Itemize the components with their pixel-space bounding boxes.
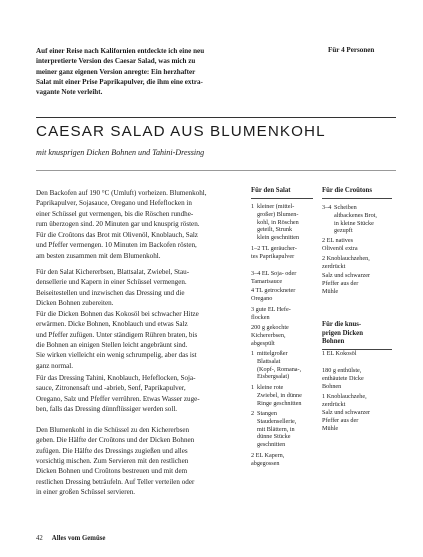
method-line: und Pfeffer zufügen. Unter ständigem Rühren braten, bis — [36, 330, 198, 339]
ingredient-item — [251, 324, 313, 347]
page-number: 42 — [36, 535, 43, 542]
servings-label: Für 4 Personen — [328, 46, 375, 54]
ingredient-description — [334, 204, 377, 235]
ingredient-line: 1–2 TL geräucher- — [251, 245, 297, 252]
method-line: sauce, Zitronensaft und -abrieb, Senf, Paprikapulver, — [36, 384, 186, 393]
method-line: Für das Dressing Tahini, Knoblauch, Hefeflocken, Soja- — [36, 374, 196, 382]
ingredient-line: tes Paprikapulver — [251, 252, 295, 260]
ingredient-line: kleiner (mittel- — [257, 203, 295, 210]
method-paragraph — [36, 425, 236, 497]
ingredient-line: 3–4 EL Soja- oder — [251, 270, 297, 277]
ingredient-line: Kichererbsen, — [251, 331, 286, 339]
method-line: in einer großen Schüssel servieren. — [36, 488, 136, 497]
beans-heading — [322, 321, 363, 347]
ingredient-line: dünne Stücke — [257, 433, 291, 441]
method-line: geben. Die Hälfte der Croûtons und der Dicken Bohnen — [36, 436, 195, 445]
ingredient-line: Ringe geschnitten — [257, 399, 302, 407]
method-paragraph — [36, 188, 236, 229]
ingredient-line: abgespült — [251, 339, 275, 347]
ingredient-line: 200 g gekochte — [251, 324, 289, 331]
ingredient-line: mittelgroßer — [257, 350, 288, 357]
method-line: restlichen Dressing beträufeln. Auf Teller verteilen oder — [36, 477, 195, 486]
salad-heading — [251, 187, 291, 196]
ingredient-line: 2 EL natives — [322, 237, 354, 244]
croutons-heading — [322, 187, 372, 196]
recipe-subtitle: mit knusprigen Dicken Bohnen und Tahini-Dressing — [36, 148, 205, 157]
ingredient-line: Olivenöl extra — [322, 244, 358, 252]
ingredient-line: zerdrückt — [322, 400, 346, 408]
ingredient-line: geteilt, Strunk — [257, 226, 293, 234]
ingredient-item — [322, 272, 392, 295]
method-line: Paprikapulver, Sojasauce, Oregano und Hefeflocken in — [36, 199, 192, 208]
column-heading-line: Für den Salat — [251, 187, 291, 194]
ingredient-quantity: 1 — [251, 203, 255, 210]
column-heading-line: Bohnen — [322, 338, 345, 346]
top-divider — [36, 117, 396, 118]
ingredient-line: 1 EL Kokosöl — [322, 350, 357, 357]
intro-line: meiner ganz eigenen Version anregte: Ein herzhafter — [36, 67, 196, 76]
column-heading-line: Für die knus- — [322, 321, 362, 328]
method-line: Den Backofen auf 190 °C (Umluft) vorheizen. Blumenkohl, — [36, 189, 207, 197]
ingredient-description — [257, 203, 299, 242]
ingredient-quantity: 2 — [251, 410, 255, 417]
ingredient-line: Stangen — [257, 410, 277, 417]
method-line: Dicken Bohnen und Croûtons bestreuen und mit dem — [36, 467, 188, 476]
ingredient-item — [251, 306, 313, 322]
ingredient-line: Pfeffer aus der — [322, 279, 359, 287]
subtitle-divider — [36, 170, 396, 171]
ingredient-line: 2 Knoblauchzehen, — [322, 255, 370, 262]
ingredient-line: altbackenes Brot, — [334, 211, 377, 219]
ingredient-line: Bohnen — [322, 382, 342, 390]
method-line: Sie wirken vielleicht ein wenig schrumpelig, aber das ist — [36, 351, 197, 360]
ingredient-line: Pfeffer aus der — [322, 416, 359, 424]
method-paragraph — [36, 267, 236, 308]
ingredient-item — [251, 245, 313, 261]
method-line: Den Blumenkohl in die Schüssel zu den Kichererbsen — [36, 426, 190, 434]
ingredient-line: in kleine Stücke — [334, 219, 374, 227]
ingredient-item — [322, 393, 392, 409]
ingredient-line: flocken — [251, 313, 270, 321]
method-paragraph — [36, 230, 236, 261]
method-line: die Bohnen an einigen Stellen leicht angebräunt sind. — [36, 341, 188, 350]
ingredient-item — [322, 367, 392, 390]
method-line: vorsichtig mischen. Zum Servieren mit den restlichen — [36, 457, 189, 466]
ingredient-quantity: 3–4 — [322, 204, 332, 211]
method-paragraph — [36, 309, 236, 371]
ingredient-line: Mühle — [322, 287, 339, 295]
ingredient-quantity: 1 — [251, 350, 255, 357]
column-divider — [322, 198, 392, 199]
method-line: Für die Croûtons das Brot mit Olivenöl, Knoblauch, Salz — [36, 231, 198, 239]
ingredient-line: Scheiben — [334, 204, 357, 211]
column-heading-line: Für die Croûtons — [322, 187, 372, 194]
ingredient-line: Oregano — [251, 294, 273, 302]
ingredient-line: Salz und schwarzer — [322, 409, 371, 416]
column-divider — [251, 198, 313, 199]
method-line: Für den Salat Kichererbsen, Blattsalat, Zwiebel, Stau- — [36, 268, 190, 276]
method-line: rum überzogen sind. 20 Minuten gar und knusprig rösten. — [36, 220, 200, 229]
ingredient-line: 4 TL getrockneter — [251, 287, 296, 294]
ingredient-item — [322, 237, 392, 253]
ingredient-quantity: 1 — [251, 384, 255, 391]
method-line: Dicken Bohnen zubereiten. — [36, 299, 114, 308]
ingredient-line: 3 gute EL Hefe- — [251, 306, 291, 313]
method-line: und Pfeffer vermengen. 10 Minuten im Backofen rösten, — [36, 241, 197, 250]
intro-line: Auf einer Reise nach Kalifornien entdeckte ich eine neu — [36, 47, 205, 55]
ingredient-line: 2 EL Kapern, — [251, 452, 285, 459]
method-line: Für die Dicken Bohnen das Kokosöl bei schwacher Hitze — [36, 310, 199, 318]
method-line: zufügen. Die Hälfte des Dressings zugießen und alles — [36, 446, 188, 455]
intro-line: vagante Note verleiht. — [36, 88, 103, 97]
ingredient-line: (Kopf-, Romana-, — [257, 365, 302, 373]
intro-line: Salat mit einer Prise Paprikapulver, die ihm eine extra- — [36, 77, 203, 86]
ingredient-description — [257, 410, 296, 449]
ingredient-line: Eisbergsalat) — [257, 373, 290, 381]
ingredient-line: Salz und schwarzer — [322, 272, 371, 279]
book-title: Alles vom Gemüse — [51, 535, 106, 542]
ingredient-line: gezupft — [334, 227, 353, 235]
ingredient-item — [322, 350, 392, 358]
method-line: am besten zusammen mit dem Blumenkohl. — [36, 251, 161, 260]
ingredient-line: Staudensellerie, — [257, 417, 297, 425]
ingredient-line: enthäutete Dicke — [322, 374, 364, 382]
page-footer — [36, 535, 105, 542]
ingredient-line: mit Blättern, in — [257, 425, 295, 433]
ingredient-line: Zwiebel, in dünne — [257, 391, 302, 399]
method-line: Beiseitestellen und inzwischen das Dressing und die — [36, 288, 185, 297]
ingredient-line: geschnitten — [257, 441, 286, 449]
ingredient-line: 1 Knoblauchzehe, — [322, 393, 367, 400]
intro-text — [36, 46, 271, 97]
ingredient-line: kohl, in Röschen — [257, 218, 299, 226]
ingredient-line: klein geschnitten — [257, 234, 300, 242]
method-line: Oregano, Salz und Pfeffer verrühren. Etwas Wasser zuge- — [36, 394, 200, 403]
method-paragraph — [36, 373, 236, 414]
recipe-title: CAESAR SALAD AUS BLUMENKOHL — [36, 123, 326, 140]
method-line: erwärmen. Dicke Bohnen, Knoblauch und etwas Salz — [36, 320, 188, 329]
ingredient-item — [251, 452, 313, 468]
ingredient-description — [257, 384, 302, 407]
ingredient-line: großer) Blumen- — [257, 210, 299, 218]
method-line: densellerie und Kapern in einer Schüssel vermengen. — [36, 278, 187, 287]
method-line: ganz normal. — [36, 361, 74, 370]
intro-line: interpretierte Version des Caesar Salad, was mich zu — [36, 57, 196, 66]
ingredient-line: 180 g enthülste, — [322, 367, 362, 374]
ingredient-item — [322, 255, 392, 271]
ingredient-line: Mühle — [322, 424, 339, 432]
column-heading-line: prigen Dicken — [322, 329, 363, 337]
ingredient-line: abgegossen — [251, 459, 280, 467]
ingredient-item — [322, 409, 392, 432]
ingredient-item — [251, 287, 313, 303]
ingredient-line: zerdrückt — [322, 262, 346, 270]
ingredient-description — [257, 350, 301, 381]
method-line: ben, falls das Dressing dünnflüssiger werden soll. — [36, 405, 178, 414]
ingredient-line: kleine rote — [257, 384, 284, 391]
method-line: einer Schüssel gut vermengen, bis die Röschen rundhe- — [36, 209, 194, 218]
ingredient-line: Blattsalat — [257, 357, 281, 365]
ingredient-line: Tamarisauce — [251, 277, 283, 285]
ingredient-item — [251, 270, 313, 286]
